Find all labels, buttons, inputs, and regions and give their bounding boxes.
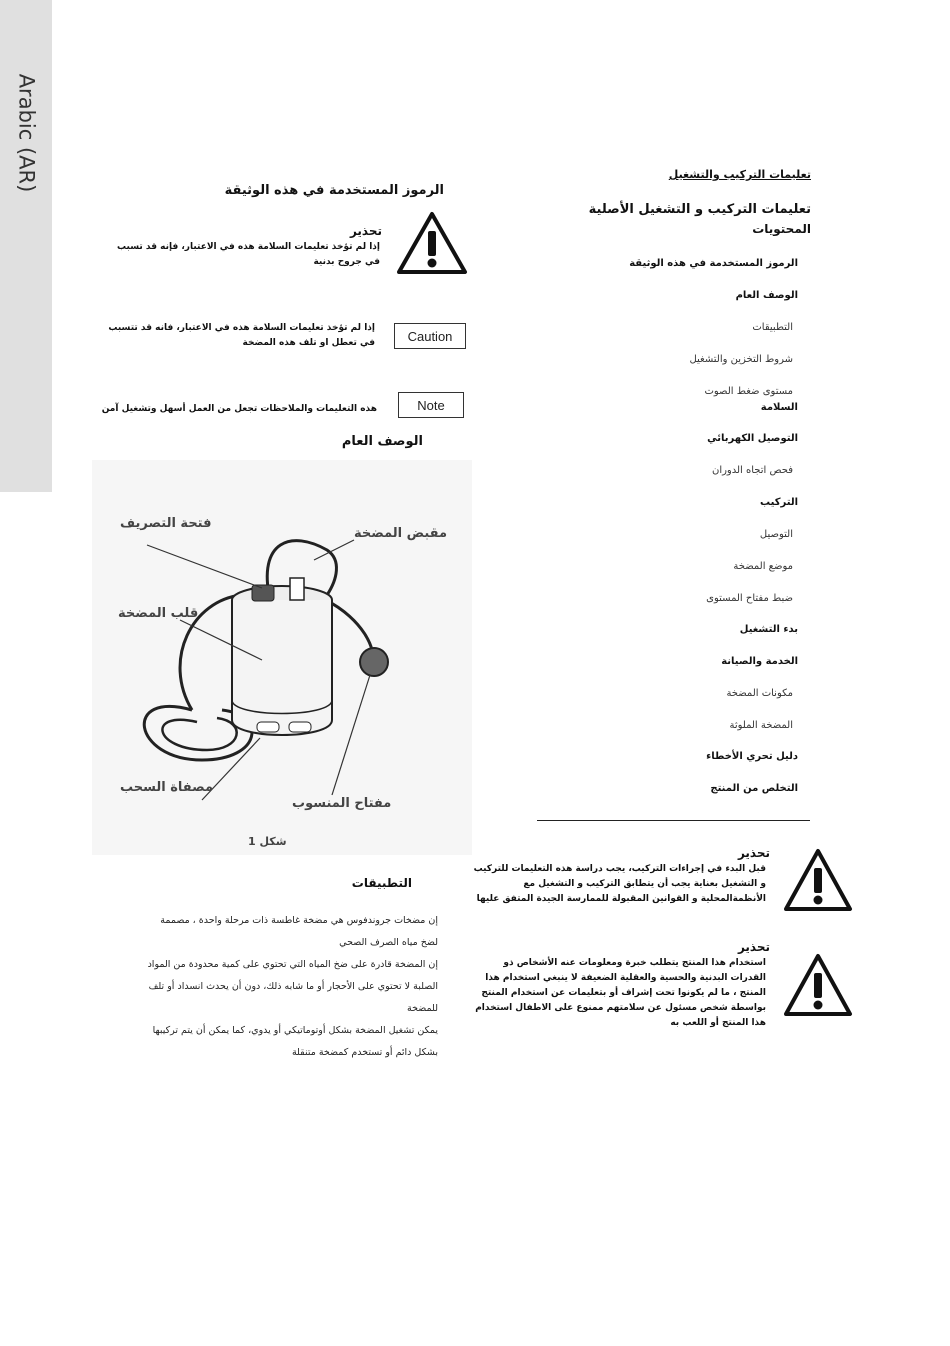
toc-item: التخلص من المنتج	[710, 783, 798, 794]
warning-triangle-icon	[783, 953, 853, 1017]
toc-item: دليل تحري الأخطاء	[706, 751, 798, 762]
pump-figure	[92, 460, 472, 855]
figure-caption: شكل 1	[248, 835, 287, 848]
toc-item: الرموز المستخدمة في هذه الوثيقة	[629, 258, 798, 269]
toc-item: التوصيل	[759, 529, 793, 540]
toc-item: التوصيل الكهربائي	[707, 433, 798, 444]
symbol-warning-text: إذا لم تؤخذ تعليمات السلامة هذه في الاعتبار، فإنه قد تسبب في جروح بدنية	[117, 242, 380, 267]
label-level-switch: مفتاح المنسوب	[292, 796, 392, 811]
toc-item: المضخة الملوثة	[729, 720, 793, 731]
warning-triangle-icon	[783, 848, 853, 912]
label-handle: مقبض المضخة	[354, 526, 448, 541]
toc-item: موضع المضخة	[733, 561, 793, 572]
toc-item: التطبيقات	[752, 322, 793, 333]
toc-item: الوصف العام	[735, 290, 798, 301]
toc-item: بدء التشغيل	[739, 624, 798, 635]
note-label-box: Note	[398, 392, 464, 418]
caution-label-box: Caution	[394, 323, 466, 349]
applications-heading: التطبيقات	[351, 876, 412, 890]
caution-text: إذا لم تؤخذ تعليمات السلامة هذه في الاعتبار، فانه قد تتسبب في تعطل او تلف هذه المضخة	[108, 323, 375, 348]
warning-text: استخدام هذا المنتج يتطلب خبرة ومعلومات عنه الأشخاص ذو القدرات البدنية والحسية والعقلية الضعيفة لا ينبغي استخدام هذا المنتج ، ما لم يكونوا تحت إشراف أو بتعليمات عن استخدام المنتج بواسطة شخص مسئول عن سلامتهم ممنوع على الاطفال استخدام هذا المنتج أو اللعب به	[475, 958, 766, 1028]
warning-text: قبل البدء في إجراءات التركيب، يجب دراسة هذه التعليمات للتركيب و التشغيل بعناية يجب أن يتطابق التركيب و التشغيل مع الأنظمةالمحلية و القوانين المقبولة للممارسة الجيدة المتفق عليها	[473, 864, 766, 904]
label-strainer: مصفاة السحب	[120, 780, 213, 795]
label-pump-body: قلب المضخة	[118, 606, 199, 621]
symbol-warning-title: تحذير	[349, 224, 382, 238]
warning-title: تحذير	[737, 940, 770, 954]
toc-item: ضبط مفتاح المستوى	[706, 593, 793, 604]
toc-item: شروط التخزين والتشغيل	[689, 354, 793, 365]
toc-item: السلامة	[760, 402, 798, 413]
document-title: تعليمات التركيب و التشغيل الأصلية	[588, 202, 811, 217]
section-header: تعليمات التركيب والتشغيل	[668, 168, 811, 181]
toc-item: مستوى ضغط الصوت	[704, 386, 793, 397]
label-discharge: فتحة التصريف	[120, 516, 212, 531]
language-label: Arabic (AR)	[14, 73, 39, 193]
contents-label: المحتويات	[752, 222, 811, 236]
divider	[537, 820, 810, 821]
toc-item: الخدمة والصيانة	[721, 656, 798, 667]
applications-text: إن مضخات جروندفوس هي مضخة غاطسة ذات مرحلة واحدة ، مصممة لضخ مياه الصرف الصحي إن المضخة قادرة على ضخ المياه التي تحتوي على كمية محدودة من المواد الصلبة لا تحتوي على الأحجار أو ما شابه ذلك، دون أن يحدث انسداد أو تلف للمضخة يمكن تشغيل المضخة بشكل أوتوماتيكي أو يدوي، كما يمكن أن يتم تركيبها بشكل دائم أو تستخدم كمضخة متنقلة	[147, 915, 438, 1058]
general-heading: الوصف العام	[341, 434, 423, 449]
toc-item: مكونات المضخة	[726, 688, 793, 699]
warning-title: تحذير	[737, 846, 770, 860]
symbols-heading: الرموز المستخدمة في هذه الوثيقة	[224, 183, 444, 198]
note-text: هذه التعليمات والملاحظات تجعل من العمل أسهل وتشغيل آمن	[101, 404, 377, 414]
toc-item: التركيب	[760, 497, 798, 508]
warning-triangle-icon	[396, 211, 468, 275]
toc-item: فحص اتجاه الدوران	[711, 465, 793, 476]
